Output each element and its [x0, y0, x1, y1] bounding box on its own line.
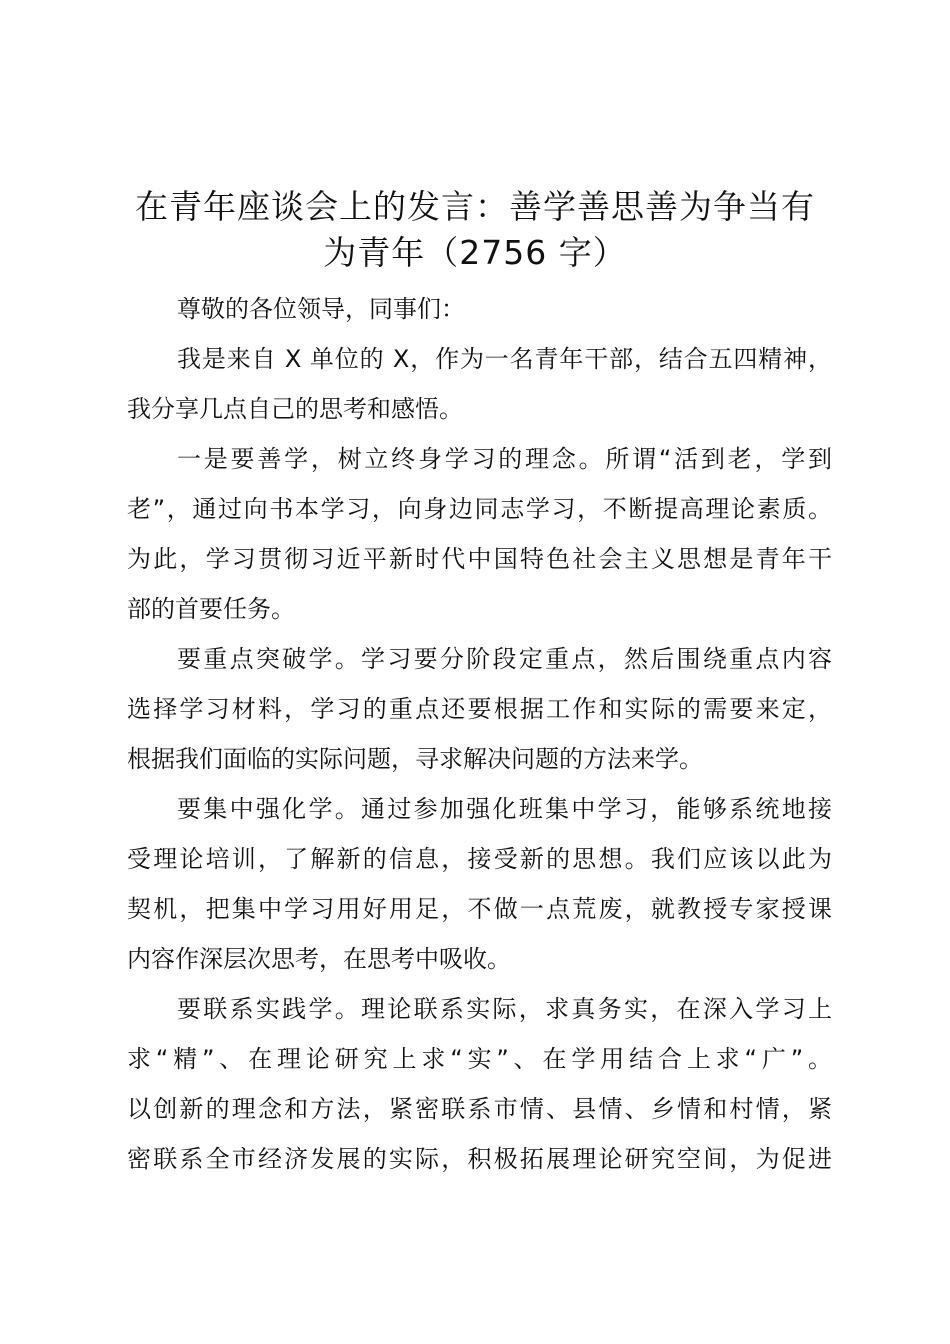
text-line: 我是来自 X 单位的 X，作为一名青年干部，结合五四精神， [177, 345, 832, 373]
document-body [127, 284, 832, 1184]
title-line-1: 在青年座谈会上的发言：善学善思善为争当有 [135, 187, 815, 226]
document-title [110, 184, 840, 276]
text-line: 要集中强化学。通过参加强化班集中学习，能够系统地接 [177, 795, 832, 823]
text-line: 内容作深层次思考，在思考中吸收。 [127, 945, 511, 973]
paragraph-focus-study [127, 634, 832, 784]
text-line: 部的首要任务。 [127, 595, 295, 623]
paragraph-salutation [127, 284, 832, 334]
text-line: 求“精”、在理论研究上求“实”、在学用结合上求“广”。 [127, 1045, 832, 1073]
paragraph-intro [127, 334, 832, 434]
paragraph-practice-study [127, 984, 832, 1184]
text-line: 尊敬的各位领导，同事们： [177, 295, 465, 323]
title-line-2: 为青年（2756 字） [323, 233, 627, 272]
text-line: 受理论培训，了解新的信息，接受新的思想。我们应该以此为 [127, 845, 832, 873]
text-line: 老”，通过向书本学习，向身边同志学习，不断提高理论素质。 [127, 495, 832, 523]
paragraph-study [127, 434, 832, 634]
text-line: 要联系实践学。理论联系实际，求真务实，在深入学习上 [177, 995, 832, 1023]
paragraph-intensive-study [127, 784, 832, 984]
text-line: 选择学习材料，学习的重点还要根据工作和实际的需要来定， [127, 695, 832, 723]
text-line: 密联系全市经济发展的实际，积极拓展理论研究空间，为促进 [127, 1145, 832, 1173]
text-line: 为此，学习贯彻习近平新时代中国特色社会主义思想是青年干 [127, 545, 832, 573]
text-line: 一是要善学，树立终身学习的理念。所谓“活到老，学到 [177, 445, 832, 473]
text-line: 以创新的理念和方法，紧密联系市情、县情、乡情和村情，紧 [127, 1095, 832, 1123]
text-line: 我分享几点自己的思考和感悟。 [127, 395, 463, 423]
text-line: 要重点突破学。学习要分阶段定重点，然后围绕重点内容 [177, 645, 832, 673]
text-line: 根据我们面临的实际问题，寻求解决问题的方法来学。 [127, 745, 703, 773]
text-line: 契机，把集中学习用好用足，不做一点荒废，就教授专家授课 [127, 895, 832, 923]
